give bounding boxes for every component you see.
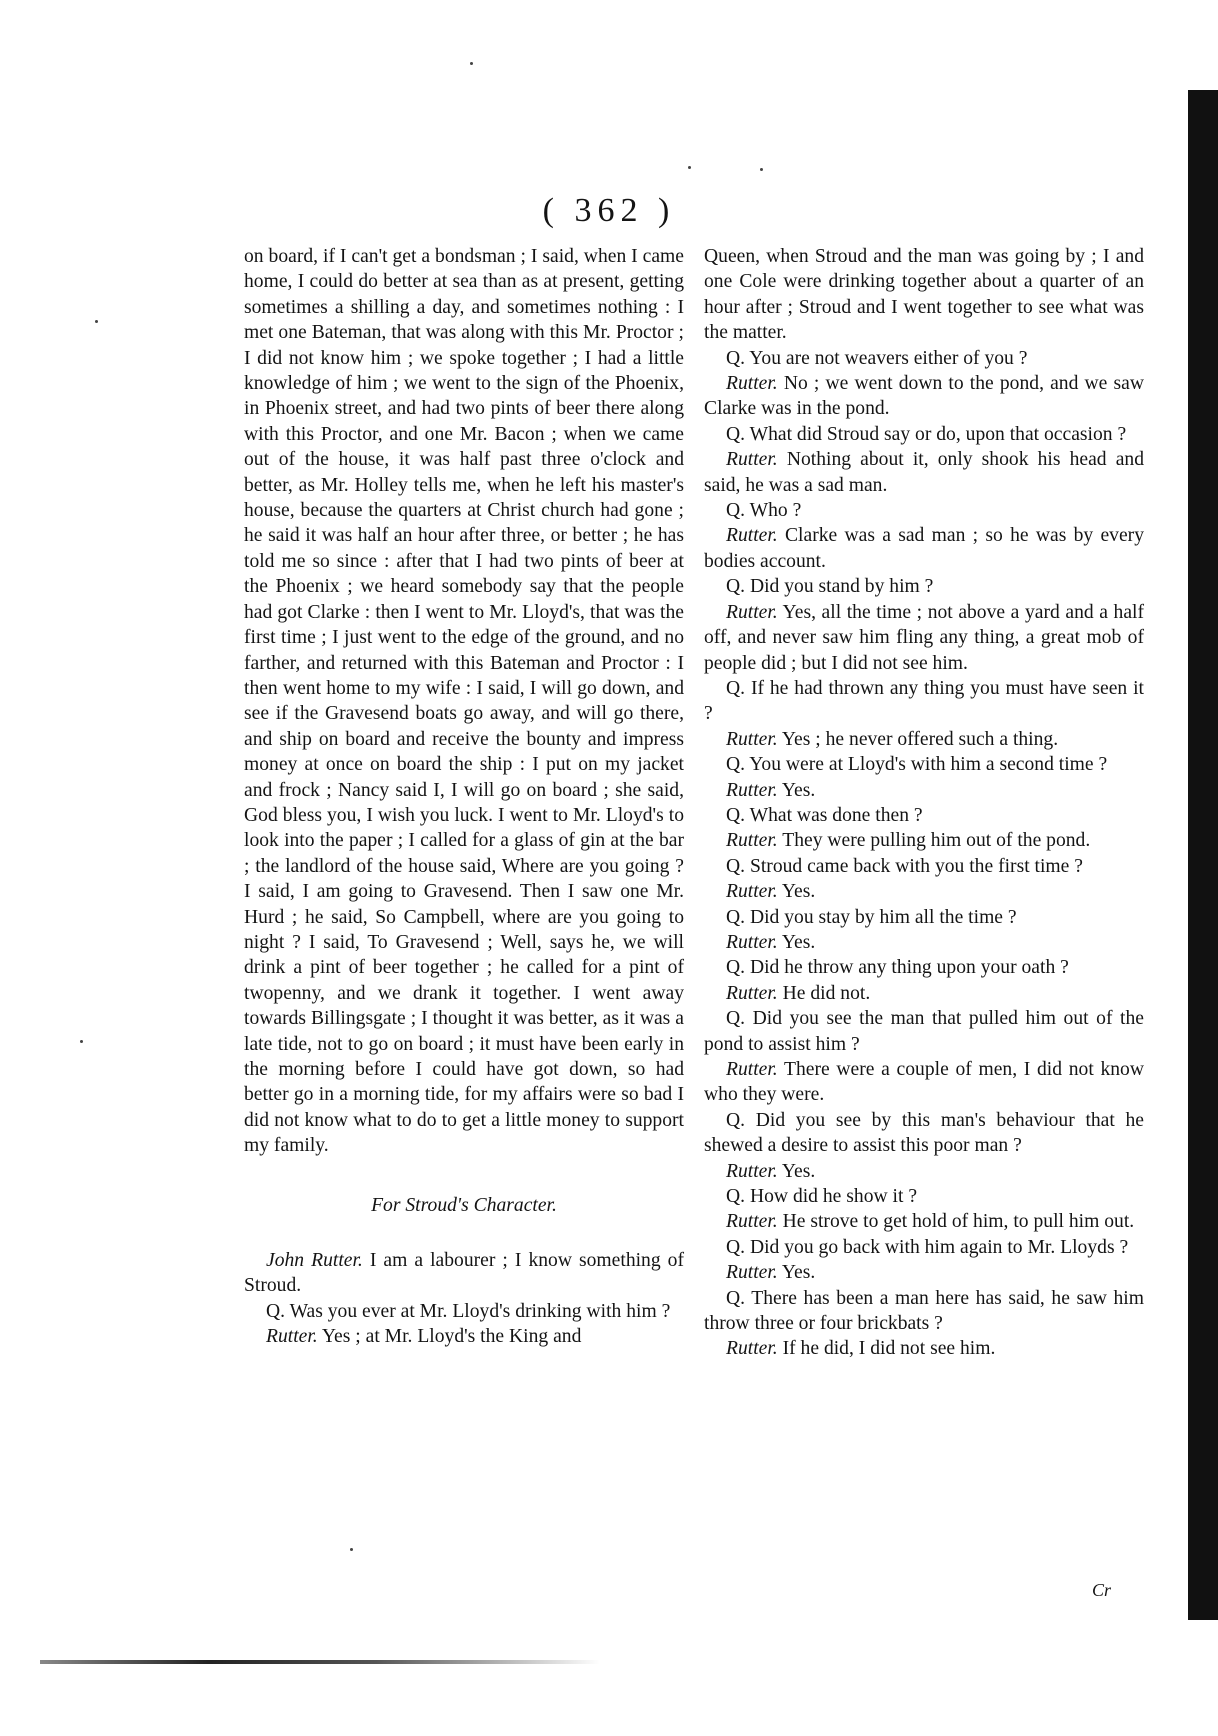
right-column — [704, 244, 1144, 1362]
testimony-paragraph — [704, 523, 1144, 574]
ink-speck — [80, 1040, 83, 1043]
question-paragraph: Q. How did he show it ? — [726, 1186, 918, 1208]
catchword: Cr — [1092, 1580, 1112, 1600]
speaker-name: Rutter. — [726, 1338, 778, 1360]
left-column — [244, 244, 684, 1350]
question-paragraph: Q. Did you see the man that pulled him out of the pond to assist him ? — [704, 1008, 1144, 1055]
testimony-paragraph — [704, 1336, 1144, 1361]
testimony-paragraph — [704, 1260, 1144, 1285]
question-paragraph: Q. Who ? — [726, 500, 802, 522]
ink-speck — [760, 168, 763, 171]
testimony-paragraph — [704, 879, 1144, 904]
testimony-text: Yes, all the time ; not above a yard and a half off, and never saw him fling any thing, a great mob of people did ; but I did not see him. — [704, 601, 1144, 674]
testimony-paragraph — [704, 778, 1144, 803]
testimony-text: They were pulling him out of the pond. — [777, 830, 1091, 852]
speaker-name: Rutter. — [726, 1211, 778, 1233]
page-edge-shadow — [1188, 90, 1218, 1620]
speaker-name: Rutter. — [726, 525, 778, 547]
question-paragraph: Q. There has been a man here has said, he saw him throw three or four brickbats ? — [704, 1287, 1144, 1335]
testimony-paragraph — [704, 1159, 1144, 1184]
question-paragraph: Q. Did you see by this man's behaviour that he shewed a desire to assist this poor man ? — [704, 1109, 1144, 1157]
speaker-name: Rutter. — [726, 1160, 778, 1182]
speaker-name: John Rutter. — [266, 1250, 363, 1272]
testimony-text: Yes. — [777, 931, 816, 953]
testimony-paragraph — [704, 447, 1144, 498]
question-paragraph: Q. Did you stand by him ? — [726, 576, 934, 598]
speaker-name: Rutter. — [726, 373, 778, 395]
testimony-paragraph — [244, 1248, 684, 1299]
testimony-text: Yes. — [777, 1262, 816, 1284]
testimony-text: Yes. — [777, 1160, 816, 1182]
ink-speck — [95, 320, 98, 323]
testimony-paragraph — [704, 727, 1144, 752]
testimony-paragraph — [704, 1057, 1144, 1108]
testimony-text: Clarke was a sad man ; so he was by every bodies account. — [704, 525, 1144, 572]
testimony-paragraph — [704, 600, 1144, 676]
speaker-name: Rutter. — [726, 728, 778, 750]
ink-speck — [350, 1548, 353, 1551]
question-paragraph: Q. What was done then ? — [726, 804, 923, 826]
question-paragraph: Q. Stroud came back with you the first time ? — [726, 855, 1083, 877]
testimony-text: He strove to get hold of him, to pull him out. — [777, 1211, 1135, 1233]
testimony-paragraph — [244, 1324, 684, 1349]
speaker-name: Rutter. — [726, 1262, 778, 1284]
paragraph: on board, if I can't get a bondsman ; I said, when I came home, I could do better at sea than as at present, getting sometimes a shilling a day, and sometimes nothing : I met one Bateman, that was along with this Mr. Proctor ; I did not know him ; we spoke together ; I had a little knowledge of him ; we went to the sign of the Phoenix, in Phoenix street, and had two pints of beer there along with this Proctor, and one Mr. Bacon ; when we came out of the house, it was half past three o'clock and better, as Mr. Holley tells me, when he left his master's house, because the quarters at Christ church had gone ; he said it was half an hour after three, or better ; he has told me so since : after that I had two pints of beer at the Phoenix ; we heard somebody say that the people had got Clarke : then I went to Mr. Lloyd's, that was the first time ; I just went to the edge of the ground, and no farther, and returned with this Bateman and Proctor : I then went home to my wife : I said, I will go down, and see if the Gravesend boats go away, and will go there, and ship on board and receive the bounty and impress money at once on board the ship : I put on my jacket and frock ; Nancy said I, I will go on board ; she said, God bless you, I wish you luck. I went to Mr. Lloyd's to look into the paper ; I called for a glass of gin at the bar ; the landlord of the house said, Where are you going ? I said, I am going to Gravesend. Then I saw one Mr. Hurd ; he said, So Campbell, where are you going to night ? I said, To Gravesend ; Well, says he, we will drink a pint of beer together ; he called for a pint of twopenny, and we drank it together. I went away towards Billingsgate ; I thought it was better, as it was a late tide, not to go on board ; it must have been early in the morning before I could have got down, so had better go in a morning tide, for my affairs were so bad I did not know what to do to get a little money to support my family. — [244, 246, 684, 1157]
speaker-name: Rutter. — [726, 779, 778, 801]
testimony-paragraph — [704, 1209, 1144, 1234]
speaker-name: Rutter. — [726, 982, 778, 1004]
question-paragraph: Q. You were at Lloyd's with him a second time ? — [726, 754, 1108, 776]
testimony-paragraph — [704, 981, 1144, 1006]
testimony-text: There were a couple of men, I did not know who they were. — [704, 1059, 1144, 1106]
testimony-paragraph — [704, 828, 1144, 853]
question-paragraph: Q. You are not weavers either of you ? — [726, 347, 1028, 369]
speaker-name: Rutter. — [726, 881, 778, 903]
paragraph: Queen, when Stroud and the man was going by ; I and one Cole were drinking together about a quarter of an hour after ; Stroud and I went together to see what was the matter. — [704, 246, 1144, 344]
testimony-text: Nothing about it, only shook his head and said, he was a sad man. — [704, 449, 1144, 496]
question-paragraph: Q. Did you stay by him all the time ? — [726, 906, 1017, 928]
speaker-name: Rutter. — [726, 601, 778, 623]
testimony-text: No ; we went down to the pond, and we saw Clarke was in the pond. — [704, 373, 1144, 420]
testimony-text: Yes. — [777, 881, 816, 903]
speaker-name: Rutter. — [726, 931, 778, 953]
testimony-text: He did not. — [777, 982, 871, 1004]
speaker-name: Rutter. — [726, 830, 778, 852]
testimony-text: Yes ; he never offered such a thing. — [777, 728, 1059, 750]
section-heading: For Stroud's Character. — [371, 1194, 557, 1216]
page-number: ( 362 ) — [542, 192, 676, 229]
testimony-text: I am a labourer ; I know something of Stroud. — [244, 1250, 684, 1297]
speaker-name: Rutter. — [726, 449, 778, 471]
question-paragraph: Q. Did he throw any thing upon your oath ? — [726, 957, 1069, 979]
speaker-name: Rutter. — [266, 1326, 318, 1348]
speaker-name: Rutter. — [726, 1059, 778, 1080]
testimony-paragraph — [704, 371, 1144, 422]
ink-speck — [470, 62, 473, 65]
question-paragraph: Q. Did you go back with him again to Mr. Lloyds ? — [726, 1236, 1129, 1258]
question-paragraph: Q. What did Stroud say or do, upon that occasion ? — [726, 423, 1127, 445]
testimony-text: If he did, I did not see him. — [777, 1338, 996, 1360]
testimony-text: Yes ; at Mr. Lloyd's the King and — [317, 1326, 582, 1348]
ink-speck — [688, 166, 691, 169]
question-paragraph: Q. If he had thrown any thing you must have seen it ? — [704, 677, 1144, 725]
testimony-text: Yes. — [777, 779, 816, 801]
question-paragraph: Q. Was you ever at Mr. Lloyd's drinking with him ? — [266, 1300, 671, 1322]
testimony-paragraph — [704, 930, 1144, 955]
bottom-smudge — [40, 1660, 600, 1664]
